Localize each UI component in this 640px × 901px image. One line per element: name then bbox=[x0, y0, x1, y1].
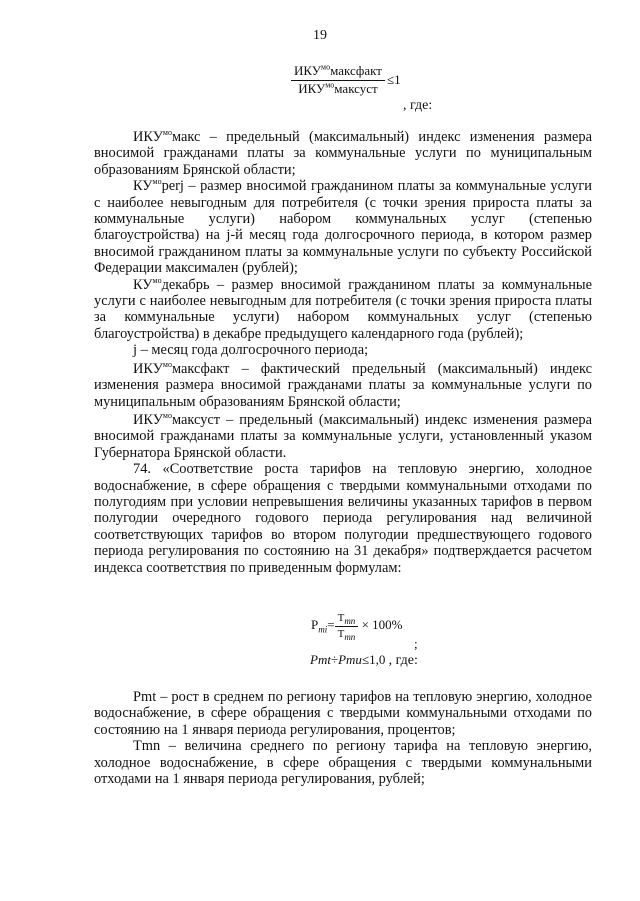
formula-denominator: $ИКУ^{мо}максуст$ bbox=[298, 80, 378, 96]
definition-item: $ИКУ^{мо}макс$ – предельный (максимальный) индекс изменения размера вносимой гражданами платы за коммунальные услуги по муниципальным образованиям Брянской области; bbox=[94, 128, 592, 178]
definition-item: Pmt – рост в среднем по региону тарифов на тепловую энергию, холодное водоснабжение, в сфере обращения с твердыми коммунальными отходами по состоянию на 1 января периода регулирования, процентов; bbox=[94, 689, 592, 738]
formula2-times: × 100% bbox=[361, 617, 403, 633]
paragraph-74: 74. «Соответствие роста тарифов на тепловую энергию, холодное водоснабжение, в сфере обращения с твердыми коммунальными отходами по полугодиям при условии непревышения величины указанных тарифов в первом полугодии очередного годового периода регулирования над величиной соответствующих тарифов во втором полугодии предшествующего годового периода регулирования по состоянию на 31 декабря» подтверждается расчетом индекса соответствия по приведенным формулам: bbox=[94, 461, 592, 576]
formula-where: , где: bbox=[403, 98, 433, 113]
definition-item: $ИКУ^{мо}максфакт$ – фактический предельный (максимальный) индекс изменения размера вносимой гражданами платы за коммунальные услуги по муниципальным образованиям Брянской области; bbox=[94, 359, 592, 410]
formula-index-ratio bbox=[291, 62, 433, 113]
formula-relation: ≤1 bbox=[386, 72, 401, 88]
formula-fraction bbox=[291, 64, 385, 97]
formula-numerator: $ИКУ^{мо}максфакт$ bbox=[291, 64, 385, 81]
definition-item: Tmn – величина среднего по региону тарифа на тепловую энергию, холодное водоснабжение, в сфере обращения с твердыми коммунальными отходами на 1 января периода регулирования, рублей; bbox=[94, 738, 592, 788]
definition-item: j – месяц года долгосрочного периода; bbox=[133, 342, 369, 359]
formula2-fraction bbox=[335, 612, 359, 640]
definitions-block-2 bbox=[94, 689, 592, 787]
page-number: 19 bbox=[313, 28, 327, 43]
definition-item: $ИКУ^{мо}максуст$ – предельный (максимальный) индекс изменения размера вносимой гражданами платы за коммунальные услуги, установленный указом Губернатора Брянской области. bbox=[94, 411, 592, 461]
formula2-condition: Pmt÷Pmu≤1,0 , где: bbox=[310, 652, 418, 668]
formula-compliance-index: $P_{mi}=$ $\frac{T_{mn}}{T_{mn}}$ × 100% ; Pmt÷Pmu≤1,0 , где: bbox=[310, 612, 418, 668]
definition-item: $КУ^{мо}perj$ – размер вносимой гражданином платы за коммунальные услуги с наиболее невыгодным для потребителя (с точки зрения прироста платы за коммунальные услуги) набором коммунальных услуг (степенью благоустройства) на j-й месяц года долгосрочного периода, в котором размер вносимой гражданином платы за коммунальные услуги по субъекту Российской Федерации максимален (рублей); bbox=[94, 177, 592, 277]
definitions-block bbox=[94, 129, 592, 576]
formula2-denominator: $T_{mn}$ bbox=[337, 627, 356, 642]
definition-item: $КУ^{мо}декабрь$ – размер вносимой гражданином платы за коммунальные услуги с наиболее невыгодным для потребителя (с точки зрения прироста платы за коммунальные услуги) набором коммунальных услуг (степенью благоустройства) в декабре предыдущего календарного года (рублей); bbox=[94, 275, 592, 342]
formula2-semicolon: ; bbox=[414, 636, 418, 651]
formula2-numerator: $T_{mn}$ bbox=[335, 612, 359, 627]
